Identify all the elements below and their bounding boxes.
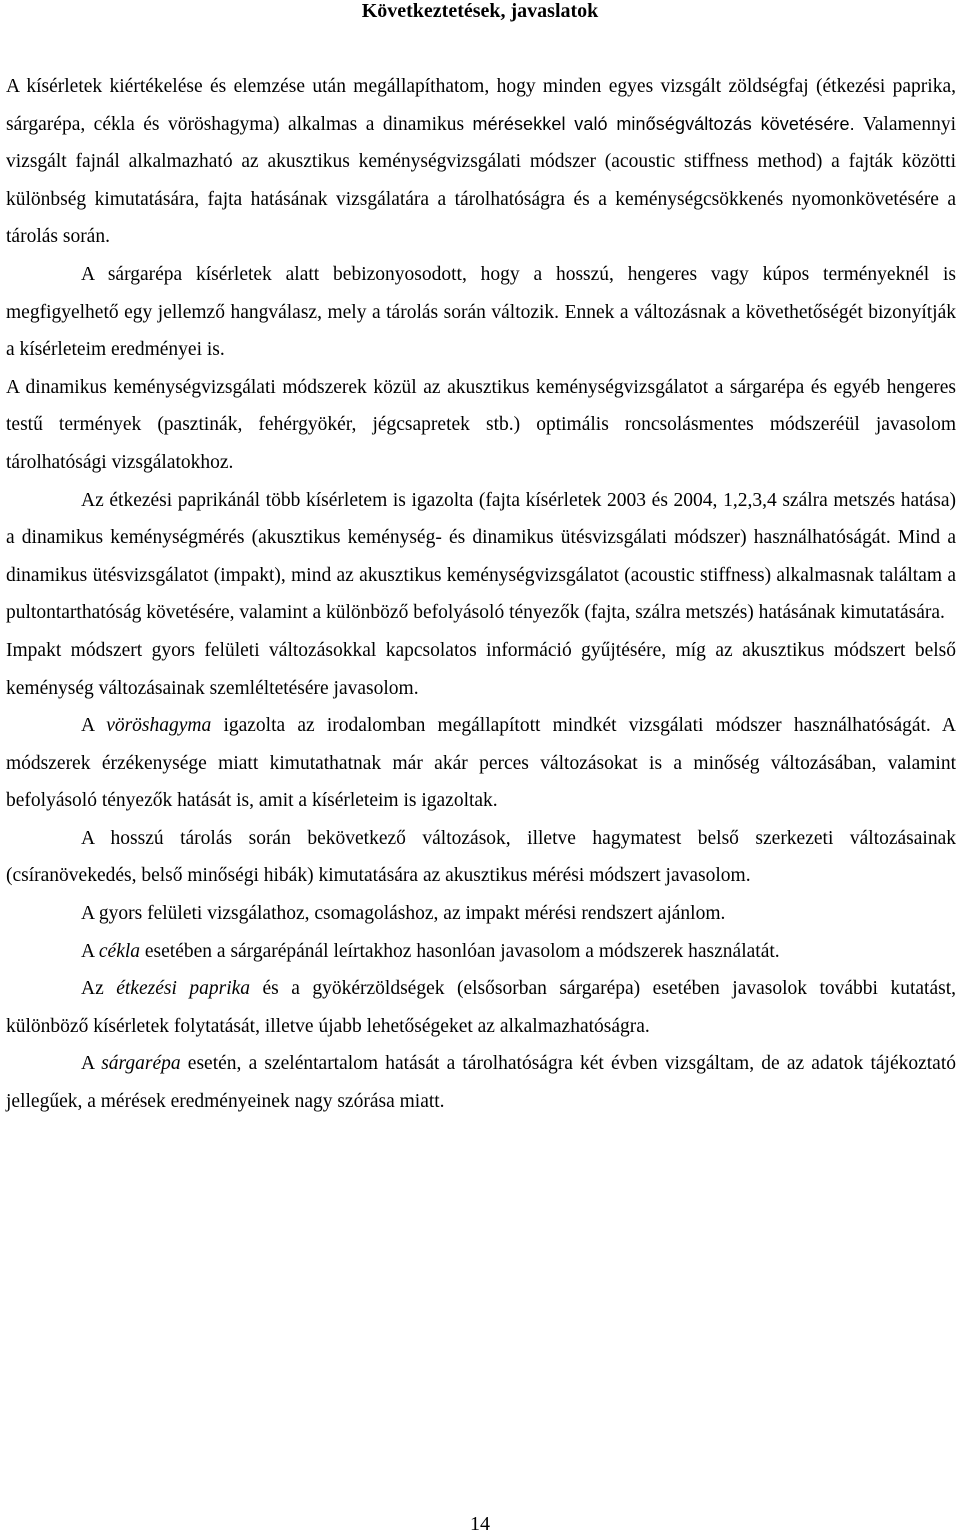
paragraph-1 [6, 68, 956, 256]
paragraph-3: A dinamikus keménységvizsgálati módszerek közül az akusztikus keménységvizsgálatot a sárgarépa és egyéb hengeres testű termények (pasztinák, fehérgyökér, jégcsapretek stb.) optimális roncsolásmentes módszeréül javasolom tárolhatósági vizsgálatokhoz. [6, 376, 956, 473]
paragraph-7: A hosszú tárolás során bekövetkező változások, illetve hagymatest belső szerkezeti változásainak (csíranövekedés, belső minőségi hibák) kimutatására az akusztikus mérési módszert javasolom. [6, 827, 956, 887]
paragraph-10-pre: Az [81, 978, 117, 1000]
paragraph-2: A sárgarépa kísérletek alatt bebizonyosodott, hogy a hosszú, hengeres vagy kúpos terményeknél is megfigyelhető egy jellemző hangválasz, mely a tárolás során változik. Ennek a változásnak a követhetőségét bizonyítják a kísérleteim eredményei is. [6, 263, 956, 361]
paragraph-10-emphasis: étkezési paprika [116, 978, 251, 1000]
paragraph-1-part-c: Valamennyi vizsgált fajnál alkalmazható az akusztikus keménységvizsgálati módszer (acoustic stiffness method) a fajták közötti különbség kimutatására, fajta hatásának vizsgálatára a tárolhatóságra és a keménységcsökkenés nyomonkövetésére a tárolás során. [6, 113, 956, 248]
paragraph-8: A gyors felületi vizsgálathoz, csomagoláshoz, az impakt mérési rendszert ajánlom. [81, 903, 726, 925]
paragraph-10-post: és a gyökérzöldségek (elsősorban sárgarépa) esetében javasolok további kutatást, különböző kísérletek folytatását, illetve újabb lehetőségeket az alkalmazhatóságra. [6, 978, 956, 1037]
paragraph-11 [6, 1045, 956, 1120]
page-number: 14 [470, 1513, 490, 1535]
paragraph-9 [6, 933, 956, 971]
paragraph-1-part-a: A kísérletek kiértékelése és elemzése után megállapíthatom, hogy minden egyes vizsgált zöldségfaj (étkezési paprika, sárgarépa, cékla és vöröshagyma) alkalmas a dinamikus [6, 76, 956, 135]
paragraph-9-emphasis: cékla [98, 940, 141, 962]
paragraph-9-post: esetében a sárgarépánál leírtakhoz hasonlóan javasolom a módszerek használatát. [140, 940, 780, 962]
paragraph-6-emphasis: vöröshagyma [106, 715, 212, 737]
paragraph-1-part-b: mérésekkel való minőségváltozás követésére. [472, 113, 855, 134]
paragraph-6 [6, 707, 956, 820]
paragraph-11-pre: A [81, 1053, 102, 1075]
paragraph-4: Az étkezési paprikánál több kísérletem is igazolta (fajta kísérletek 2003 és 2004, 1,2,3,4 szálra metszés hatása) a dinamikus keménységmérés (akusztikus keménység- és dinamikus ütésvizsgálati módszer) használhatóságát. Mind a dinamikus ütésvizsgálatot (impakt), mind az akusztikus keménységvizsgálatot (acoustic stiffness) alkalmasnak találtam a pultontarthatóság követésére, valamint a különböző befolyásoló tényezők (fajta, szálra metszés) hatásának kimutatására. [6, 489, 956, 624]
paragraph-11-post: esetén, a szeléntartalom hatását a tárolhatóságra két évben vizsgáltam, de az adatok tájékoztató jellegűek, a mérések eredményeinek nagy szórása miatt. [6, 1053, 956, 1113]
paragraph-11-emphasis: sárgarépa [101, 1053, 181, 1075]
paragraph-5: Impakt módszert gyors felületi változásokkal kapcsolatos információ gyűjtésére, míg az akusztikus módszert belső keménység változásainak szemléltetésére javasolom. [6, 639, 956, 699]
body-text [6, 68, 956, 1121]
paragraph-6-post: igazolta az irodalomban megállapított mindkét vizsgálati módszer használhatóságát. A módszerek érzékenysége miatt kimutathatnak már akár perces változásokat is a minőség változásában, valamint befolyásoló tényezők hatását is, amit a kísérleteim is igazoltak. [6, 715, 956, 812]
page-title: Következtetések, javaslatok [361, 0, 599, 22]
paragraph-6-pre: A [81, 715, 107, 737]
paragraph-10 [6, 970, 956, 1045]
paragraph-9-pre: A [81, 940, 99, 962]
